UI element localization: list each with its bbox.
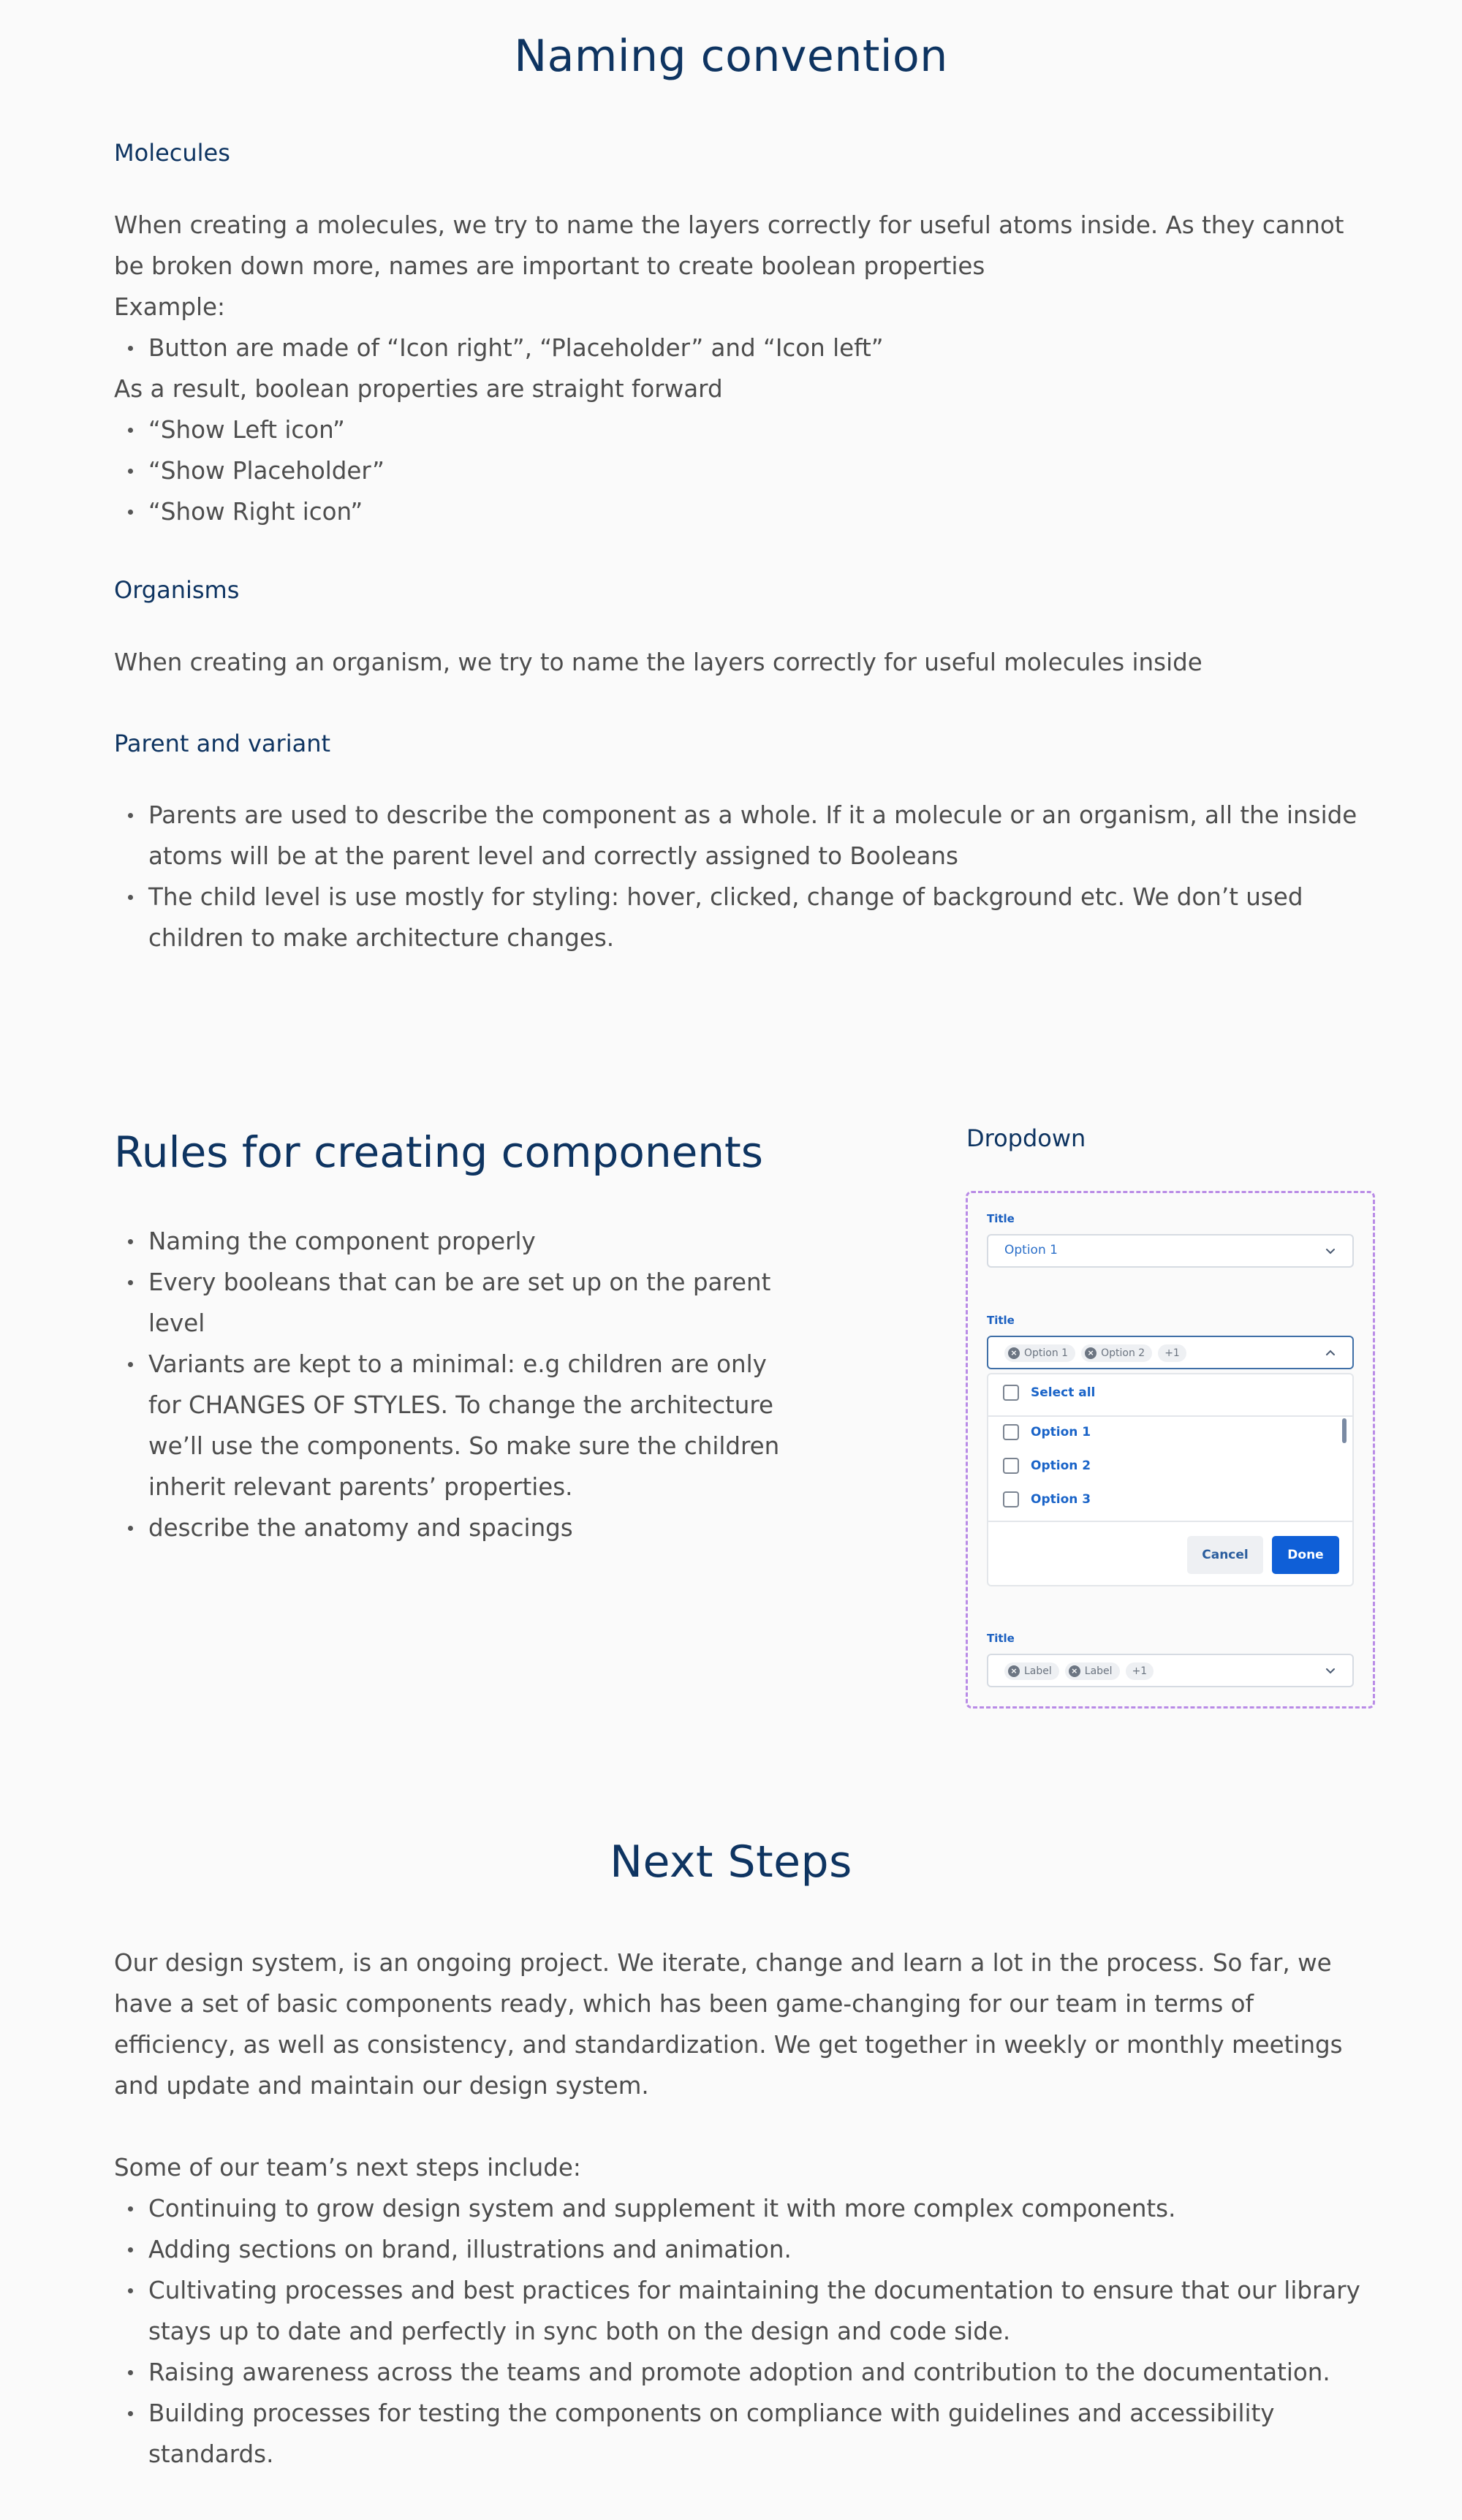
result-label: As a result, boolean properties are straight forward [114,375,723,403]
list-item: “Show Right icon” [114,491,1371,532]
next-steps-section [114,2147,1371,2475]
next-steps-list [114,2188,1371,2475]
example-list [114,328,1371,368]
selected-value: Option 1 [1004,1243,1058,1257]
next-steps-title: Next Steps [610,1836,852,1888]
scrollbar[interactable] [1342,1418,1347,1443]
divider [988,1415,1352,1417]
next-steps-paragraph: Our design system, is an ongoing project. We iterate, change and learn a lot in the process. So far, we have a set of basic components ready, which has been game-changing for our team in terms of efficiency, as well as consistency, and standardization. We get together in weekly or monthly meetings and update and maintain our design system. [114,1949,1343,2100]
list-item: describe the anatomy and spacings [114,1507,787,1548]
naming-convention-title: Naming convention [514,31,948,82]
multi-select-dropdown[interactable] [987,1654,1354,1687]
molecules-paragraph: When creating a molecules, we try to name the layers correctly for useful atoms inside. As they cannot be broken down more, names are important to create boolean properties [114,211,1344,280]
option-row[interactable] [1003,1491,1091,1507]
example-label: Example: [114,293,225,321]
chevron-down-icon [1323,1663,1338,1678]
option-label: Select all [1031,1385,1096,1400]
chip [1081,1344,1152,1362]
chip [1004,1344,1075,1362]
list-item: Button are made of “Icon right”, “Placeholder” and “Icon left” [114,328,1371,368]
dropdown-title: Dropdown [966,1124,1086,1152]
option-row[interactable] [1003,1424,1091,1440]
molecules-heading: Molecules [114,139,230,167]
list-item: Every booleans that can be are set up on the parent level [114,1262,787,1344]
list-item: Cultivating processes and best practices for maintaining the documentation to ensure that our library stays up to date and perfectly in sync both on the design and code side. [114,2270,1371,2352]
chip-group [1004,1344,1186,1362]
list-item: “Show Placeholder” [114,450,1371,491]
chevron-up-icon [1323,1345,1338,1360]
close-icon[interactable]: × [1085,1347,1096,1359]
select-all-option[interactable] [1003,1385,1095,1401]
cancel-button[interactable]: Cancel [1187,1536,1263,1574]
close-icon[interactable]: × [1008,1665,1020,1677]
option-row[interactable] [1003,1458,1091,1474]
single-select-dropdown[interactable] [987,1234,1354,1268]
checkbox[interactable] [1003,1458,1019,1474]
chip-label: Label [1024,1665,1052,1677]
list-item: The child level is use mostly for styling: hover, clicked, change of background etc. We don’t used children to make architecture changes. [114,877,1371,958]
list-item: Parents are used to describe the component as a whole. If it a molecule or an organism, all the inside atoms will be at the parent level and correctly assigned to Booleans [114,795,1371,877]
close-icon[interactable]: × [1008,1347,1020,1359]
chevron-down-icon [1323,1244,1338,1258]
done-button[interactable]: Done [1272,1536,1339,1574]
boolean-properties-list [114,409,1371,532]
list-item: “Show Left icon” [114,409,1371,450]
multi-select-dropdown-open[interactable] [987,1336,1354,1369]
chip-label: Label [1084,1665,1113,1677]
list-item: Naming the component properly [114,1221,787,1262]
checkbox[interactable] [1003,1424,1019,1440]
molecules-section [114,205,1371,532]
parent-variant-section [114,795,1371,958]
list-item: Variants are kept to a minimal: e.g children are only for CHANGES OF STYLES. To change the architecture we’ll use the components. So make sure the children inherit relevant parents’ properties. [114,1344,787,1507]
organisms-paragraph: When creating an organism, we try to name the layers correctly for useful molecules inside [114,648,1202,676]
more-count-badge: +1 [1126,1662,1154,1680]
option-label: Option 1 [1031,1425,1091,1439]
chip-group [1004,1662,1154,1680]
close-icon[interactable]: × [1069,1665,1080,1677]
organisms-heading: Organisms [114,576,240,604]
checkbox[interactable] [1003,1491,1019,1507]
chip-label: Option 1 [1024,1347,1069,1359]
field-label: Title [987,1314,1015,1327]
field-label: Title [987,1212,1015,1225]
list-item: Raising awareness across the teams and promote adoption and contribution to the documentation. [114,2352,1371,2393]
list-item: Building processes for testing the components on compliance with guidelines and accessibility standards. [114,2393,1371,2475]
option-label: Option 2 [1031,1458,1091,1473]
parent-variant-heading: Parent and variant [114,730,331,757]
chip [1065,1662,1120,1680]
divider [988,1521,1352,1522]
checkbox[interactable] [1003,1385,1019,1401]
rules-title: Rules for creating components [114,1127,763,1177]
dropdown-options-panel [987,1373,1354,1586]
list-item: Adding sections on brand, illustrations and animation. [114,2229,1371,2270]
next-steps-intro: Some of our team’s next steps include: [114,2154,581,2182]
option-label: Option 3 [1031,1492,1091,1507]
rules-list [114,1221,787,1548]
parent-variant-list [114,795,1371,958]
chip [1004,1662,1059,1680]
rules-section [114,1221,787,1548]
more-count-badge: +1 [1158,1344,1186,1362]
list-item: Continuing to grow design system and supplement it with more complex components. [114,2188,1371,2229]
field-label: Title [987,1632,1015,1645]
chip-label: Option 2 [1101,1347,1145,1359]
